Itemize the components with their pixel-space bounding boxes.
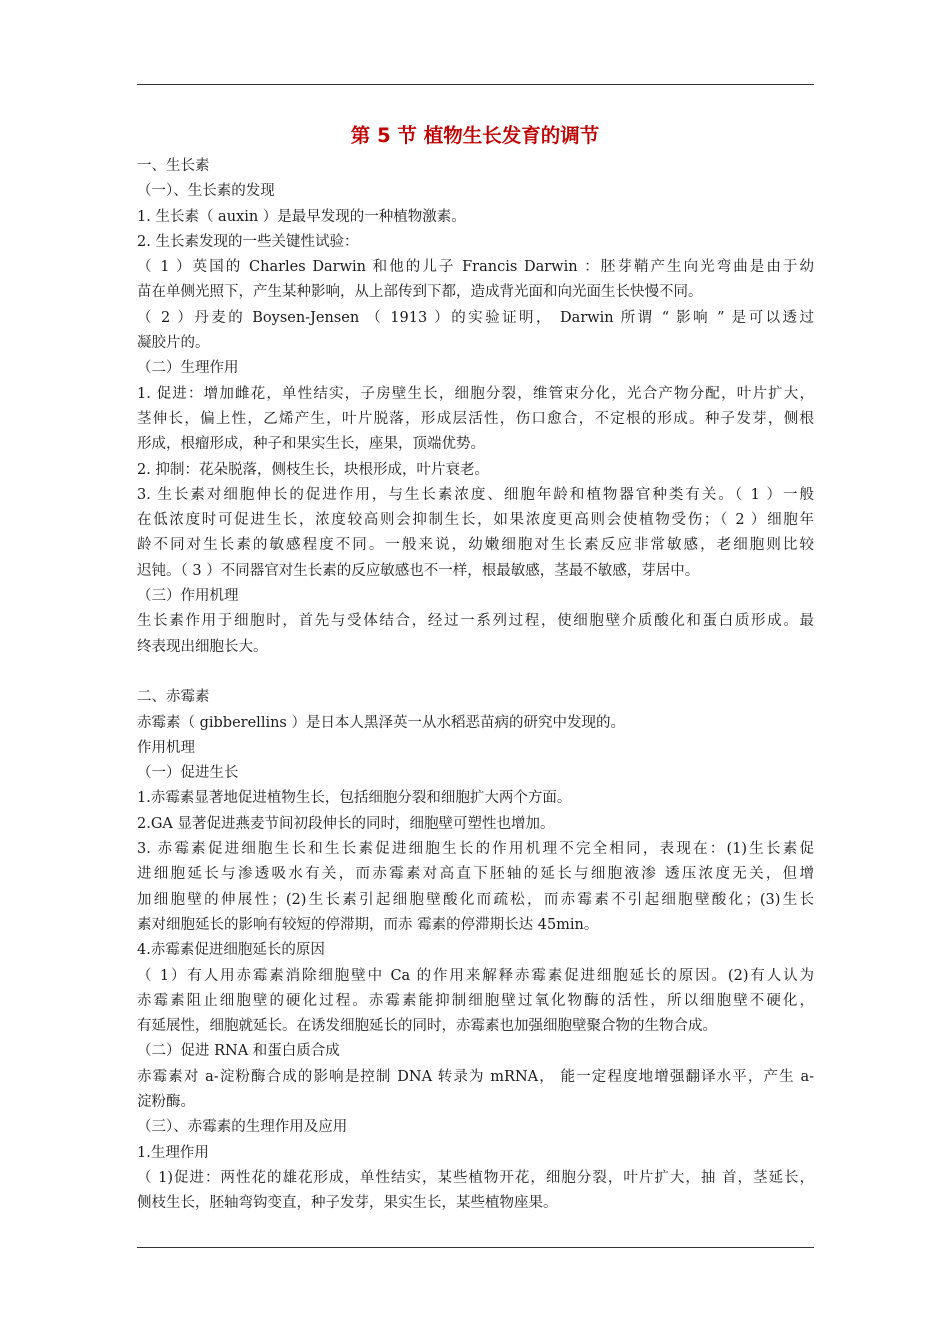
text-line: 赤霉素（ gibberellins ）是日本人黑泽英一从水稻恶苗病的研究中发现的。 [137, 714, 625, 731]
text-line: （一）促进生长 [137, 765, 239, 782]
text-line: 加细胞壁的伸展性；(2)生长素引起细胞壁酸化而疏松，而赤霉素不引起细胞壁酸化；(3)生长 [137, 891, 814, 908]
text-line: 终表现出细胞长大。 [137, 638, 268, 655]
document-body [137, 154, 814, 1216]
text-line: （ 2 ）丹麦的 Boysen-Jensen （ 1913 ）的实验证明， Darwin 所谓 “ 影响 ” 是可以透过 [137, 309, 814, 326]
text-line: 3. 生长素对细胞伸长的促进作用，与生长素浓度、细胞年龄和植物器官种类有关。（ 1 ）一般 [137, 486, 814, 503]
text-line: 生长素作用于细胞时，首先与受体结合，经过一系列过程，使细胞壁介质酸化和蛋白质形成。最 [137, 613, 814, 630]
text-line: （ 1 ）英国的 Charles Darwin 和他的儿子 Francis Darwin ：胚芽鞘产生向光弯曲是由于幼 [137, 259, 814, 276]
text-line: 3. 赤霉素促进细胞生长和生长素促进细胞生长的作用机理不完全相同，表现在：(1)生长素促 [137, 841, 814, 858]
text-line: 进细胞延长与渗透吸水有关，而赤霉素对高直下胚轴的延长与细胞液渗 透压浓度无关，但增 [137, 866, 814, 883]
text-line: 侧枝生长，胚轴弯钩变直，种子发芽，果实生长，某些植物座果。 [137, 1195, 558, 1212]
text-line: （二）促进 RNA 和蛋白质合成 [137, 1043, 340, 1060]
text-line: 素对细胞延长的影响有较短的停滞期，而赤 霉素的停滞期长达 45min。 [137, 916, 599, 933]
text-line: 龄不同对生长素的敏感程度不同。一般来说，幼嫩细胞对生长素反应非常敏感，老细胞则比较 [137, 537, 814, 554]
text-line: 有延展性，细胞就延长。在诱发细胞延长的同时，赤霉素也加强细胞壁聚合物的生物合成。 [137, 1018, 717, 1035]
text-line: 凝胶片的。 [137, 335, 210, 352]
text-line: 赤霉素阻止细胞壁的硬化过程。赤霉素能抑制细胞壁过氧化物酶的活性，所以细胞壁不硬化， [137, 992, 814, 1009]
text-line: 1.生理作用 [137, 1144, 209, 1161]
text-line: （二）生理作用 [137, 360, 239, 377]
text-line: 2. 抑制：花朵脱落，侧枝生长，块根形成，叶片衰老。 [137, 461, 489, 478]
text-line: 1.赤霉素显著地促进植物生长，包括细胞分裂和细胞扩大两个方面。 [137, 790, 572, 807]
text-line: （三）、赤霉素的生理作用及应用 [137, 1119, 348, 1136]
text-line: （ 1)促进：两性花的雄花形成，单性结实，某些植物开花，细胞分裂，叶片扩大，抽 首，茎延长， [137, 1169, 814, 1186]
text-line: 迟钝。（ 3 ）不同器官对生长素的反应敏感也不一样，根最敏感，茎最不敏感，芽居中。 [137, 562, 700, 579]
text-line: （一）、生长素的发现 [137, 183, 275, 200]
text-line: 2. 生长素发现的一些关键性试验： [137, 233, 359, 250]
text-line: 苗在单侧光照下，产生某种影响，从上部传到下都，造成背光面和向光面生长快慢不同。 [137, 284, 703, 301]
text-line: 4.赤霉素促进细胞延长的原因 [137, 942, 325, 959]
header-rule [137, 84, 814, 85]
text-line: 二、赤霉素 [137, 689, 210, 706]
page-title: 第 5 节 植物生长发育的调节 [350, 124, 600, 147]
text-line: （ 1）有人用赤霉素消除细胞壁中 Ca 的作用来解释赤霉素促进细胞延长的原因。(2)有人认为 [137, 967, 814, 984]
text-line: 赤霉素对 a-淀粉酶合成的影响是控制 DNA 转录为 mRNA， 能一定程度地增强翻译水平，产生 a- [137, 1068, 814, 1085]
text-line: 淀粉酶。 [137, 1093, 195, 1110]
text-line: 作用机理 [137, 739, 195, 756]
blank-line [137, 660, 814, 685]
text-line: 一、生长素 [137, 158, 210, 174]
text-line: 茎伸长，偏上性，乙烯产生，叶片脱落，形成层活性，伤口愈合，不定根的形成。种子发芽，侧根 [137, 410, 814, 427]
text-line: 形成，根瘤形成，种子和果实生长，座果，顶端优势。 [137, 436, 485, 453]
footer-rule [137, 1247, 814, 1248]
text-line: （三）作用机理 [137, 588, 239, 605]
text-line: 1. 生长素（ auxin ）是最早发现的一种植物激素。 [137, 208, 466, 225]
text-line: 在低浓度时可促进生长，浓度较高则会抑制生长，如果浓度更高则会使植物受伤；（ 2 ）细胞年 [137, 512, 814, 529]
text-line: 2.GA 显著促进燕麦节间初段伸长的同时，细胞壁可塑性也增加。 [137, 815, 555, 832]
text-line: 1. 促进：增加雌花，单性结实，子房壁生长，细胞分裂，维管束分化，光合产物分配，叶片扩大， [137, 385, 814, 402]
